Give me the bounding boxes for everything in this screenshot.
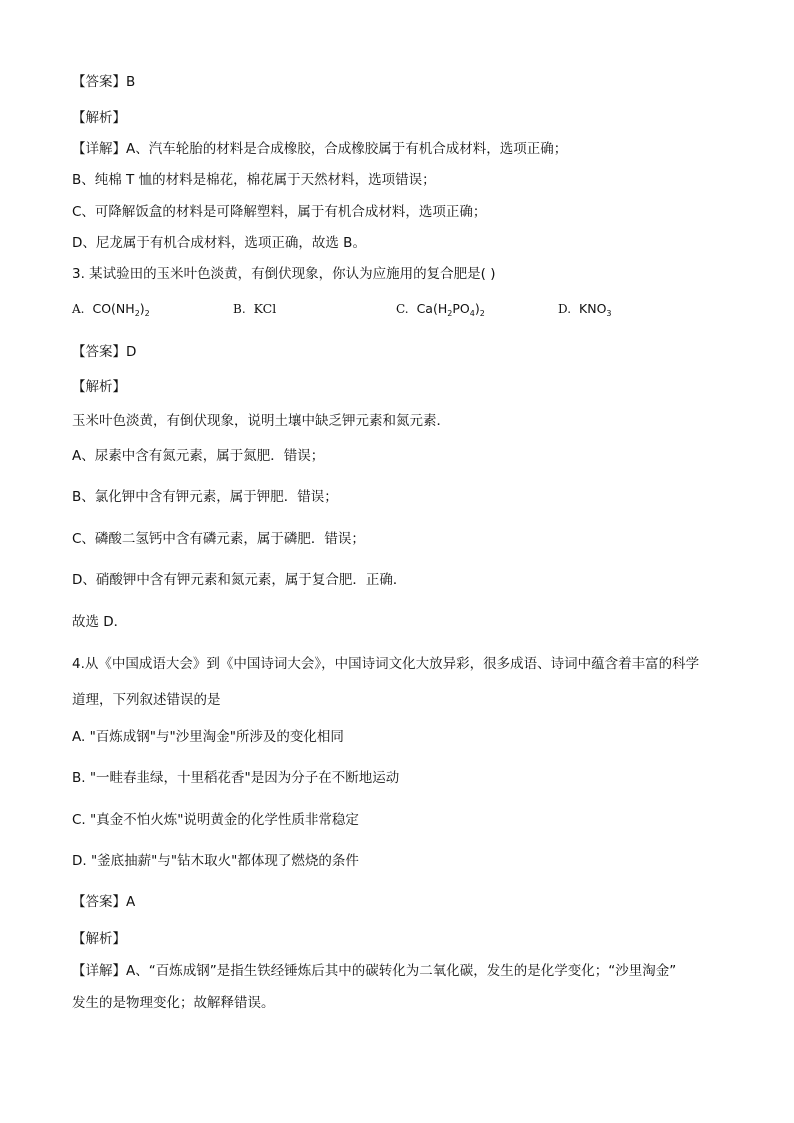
q4-stem-line: 4.从《中国成语大会》到《中国诗词大会》，中国诗词文化大放异彩，很多成语、诗词中蕴含着丰富的科学	[72, 656, 700, 672]
q4-answer: 【答案】A	[72, 894, 136, 910]
prev-explanation-line: 【详解】A、汽车轮胎的材料是合成橡胶，合成橡胶属于有机合成材料，选项正确；	[72, 141, 568, 157]
prev-answer: 【答案】B	[72, 74, 136, 90]
prev-explanation-line: C、可降解饭盒的材料是可降解塑料，属于有机合成材料，选项正确；	[72, 204, 487, 220]
q3-analysis-label: 【解析】	[72, 379, 126, 395]
q3-option-d: D. $KNO_3$	[558, 301, 612, 318]
q4-stem-line: 道理，下列叙述错误的是	[72, 692, 221, 708]
q3-explanation-line: C、磷酸二氢钙中含有磷元素，属于磷肥．错误；	[72, 531, 365, 547]
prev-explanation-line: B、纯棉 T 恤的材料是棉花，棉花属于天然材料，选项错误；	[72, 172, 436, 188]
prev-analysis-label: 【解析】	[72, 110, 126, 126]
q3-explanation-line: 玉米叶色淡黄，有倒伏现象，说明土壤中缺乏钾元素和氮元素．	[72, 413, 450, 429]
q4-option-a: A. "百炼成钢"与"沙里淘金"所涉及的变化相同	[72, 729, 344, 745]
q4-option-d: D. "釜底抽薪"与"钻木取火"都体现了燃烧的条件	[72, 853, 359, 869]
q3-options	[72, 301, 732, 321]
q3-answer: 【答案】D	[72, 344, 137, 360]
q3-explanation-line: 故选 D．	[72, 614, 128, 630]
q3-explanation-line: A、尿素中含有氮元素，属于氮肥．错误；	[72, 448, 325, 464]
q4-explanation-line: 发生的是物理变化；故解释错误。	[72, 995, 275, 1011]
q3-option-a: A. $CO(NH_2)_2$	[72, 301, 150, 318]
q3-stem: 3. 某试验田的玉米叶色淡黄，有倒伏现象，你认为应施用的复合肥是( )	[72, 266, 496, 282]
prev-explanation-line: D、尼龙属于有机合成材料，选项正确，故选 B。	[72, 235, 366, 251]
q4-option-c: C. "真金不怕火炼"说明黄金的化学性质非常稳定	[72, 812, 359, 828]
q4-explanation-line: 【详解】A、“百炼成钢”是指生铁经锤炼后其中的碳转化为二氧化碳，发生的是化学变化；“沙里淘金”	[72, 963, 677, 979]
q3-option-b: B. KCl	[233, 301, 277, 316]
q4-analysis-label: 【解析】	[72, 931, 126, 947]
q3-option-c: C. $Ca(H_2PO_4)_2$	[396, 301, 485, 318]
q4-option-b: B. "一畦春韭绿，十里稻花香"是因为分子在不断地运动	[72, 770, 400, 786]
q3-explanation-line: D、硝酸钾中含有钾元素和氮元素，属于复合肥．正确．	[72, 572, 407, 588]
q3-explanation-line: B、氯化钾中含有钾元素，属于钾肥．错误；	[72, 489, 338, 505]
